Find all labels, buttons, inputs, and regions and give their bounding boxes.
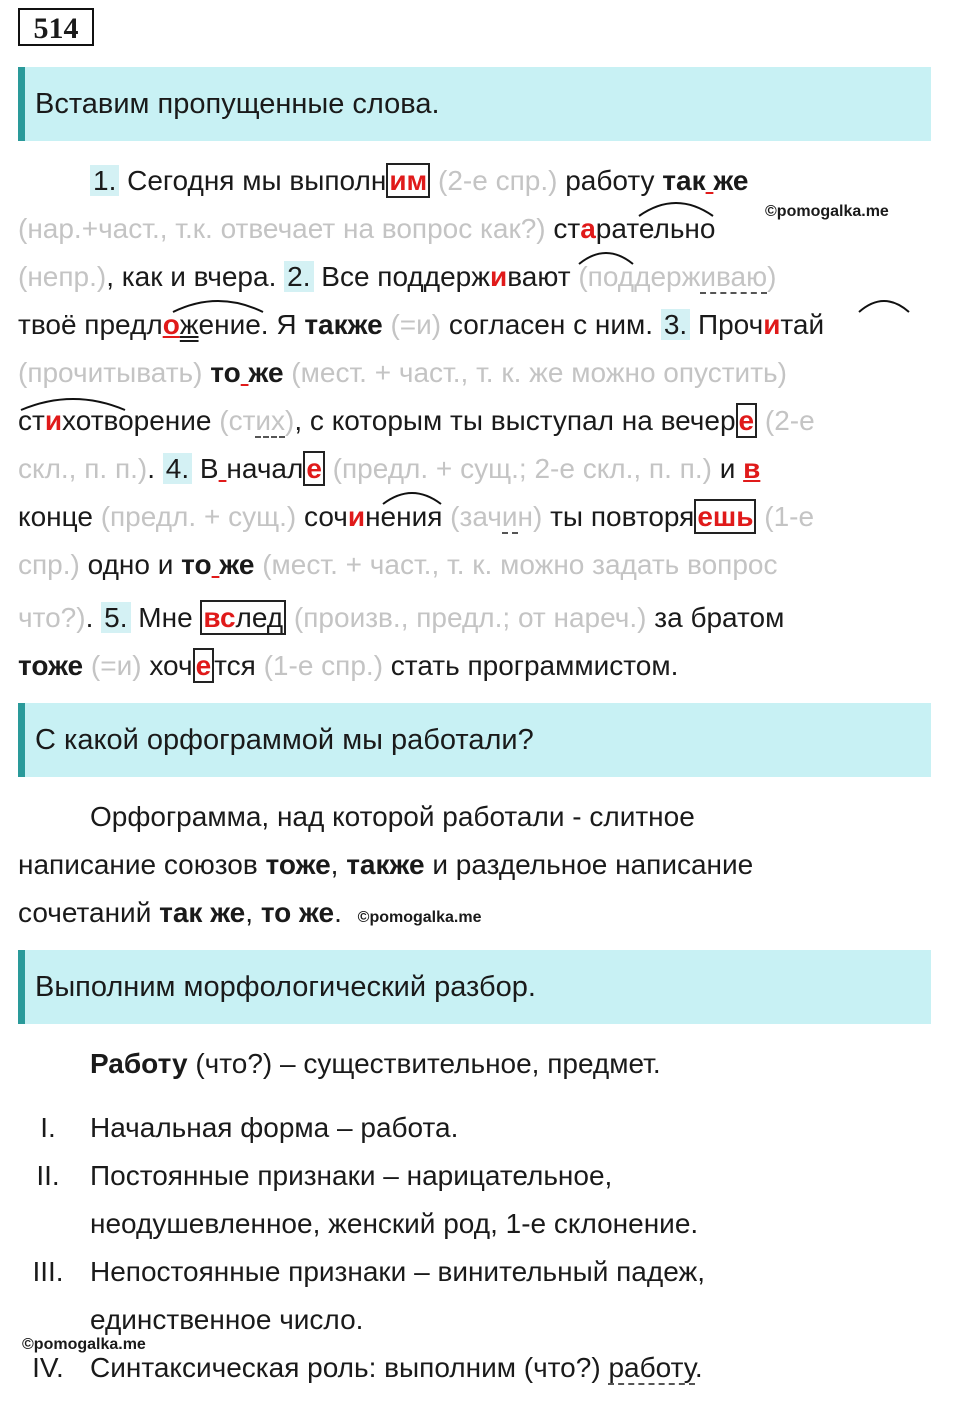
text: Орфограмма, над которой работали - слитное — [90, 801, 695, 832]
list-number: IV. — [32, 1352, 64, 1383]
list-number: II. — [36, 1160, 60, 1191]
bold-word: также — [304, 309, 383, 340]
list-number: I. — [40, 1112, 56, 1143]
letter: и — [44, 405, 63, 436]
sentence-number: 5. — [101, 602, 130, 633]
heading-text: С какой орфограммой мы работали? — [35, 724, 534, 756]
text: написание союзов — [18, 849, 266, 880]
text: , как и вчера. — [106, 261, 285, 292]
text: тоже — [18, 650, 84, 681]
watermark: ©pomogalka.me — [22, 1336, 146, 1353]
text: тся — [214, 650, 256, 681]
text-line-6 — [18, 397, 950, 445]
bold-word: так — [662, 165, 706, 196]
watermark: ©pomogalka.me — [765, 203, 889, 220]
text: В — [192, 453, 219, 484]
text: . — [147, 453, 163, 484]
text: рательно — [595, 213, 716, 244]
hint: (=и) — [83, 650, 142, 681]
text: Все поддерж — [313, 261, 490, 292]
text: работу — [565, 165, 663, 196]
letter: ж — [179, 309, 199, 340]
hint: скл., п. п.) — [18, 453, 148, 484]
sentence-number: 3. — [661, 309, 690, 340]
text: , — [245, 897, 261, 928]
text: , — [330, 849, 347, 880]
text: сочетаний — [18, 897, 160, 928]
text: стать программистом. — [383, 650, 679, 681]
list-item: Постоянные признаки – нарицательное, — [90, 1160, 613, 1191]
list-item — [90, 1344, 703, 1392]
letter: и — [347, 501, 366, 532]
text: нения — [365, 501, 451, 532]
underlined-word: работу — [608, 1352, 695, 1383]
text: . — [694, 1352, 703, 1383]
bold-word: тоже — [265, 849, 331, 880]
text: одно и — [79, 549, 182, 580]
list-number: III. — [32, 1256, 64, 1287]
text-line-11 — [18, 642, 950, 690]
text: ст — [18, 405, 45, 436]
bold-word: так же — [159, 897, 246, 928]
section-heading-insert — [18, 67, 931, 141]
text-line-8 — [18, 493, 950, 541]
text: Синтаксическая роль: выполним (что?) — [90, 1352, 609, 1383]
bold-word — [18, 650, 83, 681]
text-line-3 — [18, 253, 950, 301]
hint: (1-е — [756, 501, 815, 532]
text-line-9 — [18, 541, 950, 589]
text: и раздельное написание — [424, 849, 754, 880]
hint: (2-е спр.) — [430, 165, 566, 196]
ending-box: им — [386, 163, 430, 198]
text: начал — [226, 453, 304, 484]
hint: спр.) — [18, 549, 80, 580]
text: вают — [507, 261, 579, 292]
hint: (предл. + сущ.; 2-е скл., п. п.) — [324, 453, 712, 484]
sentence-number: 2. — [284, 261, 313, 292]
hint: (проч — [18, 357, 88, 388]
text-line-5 — [18, 349, 950, 397]
hint: их — [255, 405, 286, 436]
text: . — [334, 897, 342, 928]
text: твоё предл — [18, 309, 163, 340]
hint: (ст — [219, 405, 256, 436]
bold-word: то — [210, 357, 241, 388]
orthogram-line-3 — [18, 889, 950, 942]
hint: (1-е спр.) — [255, 650, 384, 681]
text: соч — [304, 501, 348, 532]
hint: иваю — [700, 261, 768, 292]
bold-word: же — [713, 165, 749, 196]
sentence-number: 4. — [163, 453, 192, 484]
list-item: Непостоянные признаки – винительный падеж, — [90, 1256, 705, 1287]
list-item: единственное число. — [90, 1304, 364, 1335]
text: ты повторя — [542, 501, 695, 532]
hint: и — [501, 501, 518, 532]
ending-box: е — [193, 648, 215, 683]
text: ст — [553, 213, 581, 244]
ending-box: е — [303, 451, 325, 486]
hint: и — [87, 357, 104, 388]
text: ение. Я — [198, 309, 305, 340]
text-line-2 — [18, 205, 950, 253]
text: и — [711, 453, 744, 484]
text: хотворение — [62, 405, 220, 436]
text: хоч — [141, 650, 193, 681]
text: , с которым ты выступал на вечер — [294, 405, 736, 436]
text: (что?) – существительное, предмет. — [187, 1048, 661, 1079]
orthogram-line-2 — [18, 841, 950, 889]
hint: (поддерж — [578, 261, 701, 292]
text: . — [85, 602, 102, 633]
watermark: ©pomogalka.me — [357, 909, 482, 926]
prefix-box — [200, 600, 286, 635]
text: лед — [235, 602, 284, 633]
section-heading-orthogram — [18, 703, 931, 777]
ending-box: е — [736, 403, 758, 438]
text: конце — [18, 501, 101, 532]
letter: вс — [203, 602, 236, 633]
sentence-number: 1. — [90, 165, 119, 196]
letter: и — [489, 261, 508, 292]
text: за братом — [646, 602, 785, 633]
hint: ) — [285, 405, 295, 436]
letter: а — [580, 213, 596, 244]
bold-word: Работу — [90, 1048, 188, 1079]
task-number: 514 — [18, 8, 94, 46]
hint: что?) — [18, 602, 86, 633]
orthogram-line-1 — [18, 793, 950, 841]
text-line-4 — [18, 301, 950, 349]
hint: тывать) — [103, 357, 211, 388]
bold-word: то же — [260, 897, 335, 928]
text-line-10 — [18, 594, 950, 642]
text: тай — [780, 309, 825, 340]
ending-box: ешь — [694, 499, 756, 534]
hint: (мест. + част., т. к. же можно опустить) — [283, 357, 787, 388]
hint: (мест. + част., т. к. можно задать вопрос — [254, 549, 778, 580]
hint: (=и) — [390, 309, 442, 340]
letter: в — [743, 453, 761, 484]
bold-word: же — [219, 549, 255, 580]
list-item: Начальная форма – работа. — [90, 1112, 459, 1143]
bold-word: то — [181, 549, 212, 580]
heading-text: Выполним морфологический разбор. — [35, 971, 536, 1003]
heading-text: Вставим пропущенные слова. — [35, 88, 440, 120]
hint: (нар.+част., т.к. отвечает на вопрос как?) — [18, 213, 554, 244]
text-line-1 — [18, 157, 950, 205]
section-heading-morphology — [18, 950, 931, 1024]
text: Сегодня мы выполн — [119, 165, 387, 196]
list-item: неодушевленное, женский род, 1-е склонение. — [90, 1208, 699, 1239]
hint: (зач — [450, 501, 502, 532]
text: согласен с ним. — [441, 309, 661, 340]
text-line-7 — [18, 445, 950, 493]
bold-word: же — [248, 357, 284, 388]
hint: (предл. + сущ.) — [100, 501, 304, 532]
text: Проч — [690, 309, 764, 340]
bold-word: также — [346, 849, 425, 880]
hint: (2-е — [757, 405, 815, 436]
text: Мне — [130, 602, 201, 633]
hint: (произв., предл.; от нареч.) — [286, 602, 647, 633]
hint: (непр.) — [18, 261, 107, 292]
letter: о — [162, 309, 180, 340]
hint: н) — [517, 501, 543, 532]
letter: и — [763, 309, 781, 340]
hint: ) — [767, 261, 777, 292]
morph-intro — [18, 1040, 950, 1088]
